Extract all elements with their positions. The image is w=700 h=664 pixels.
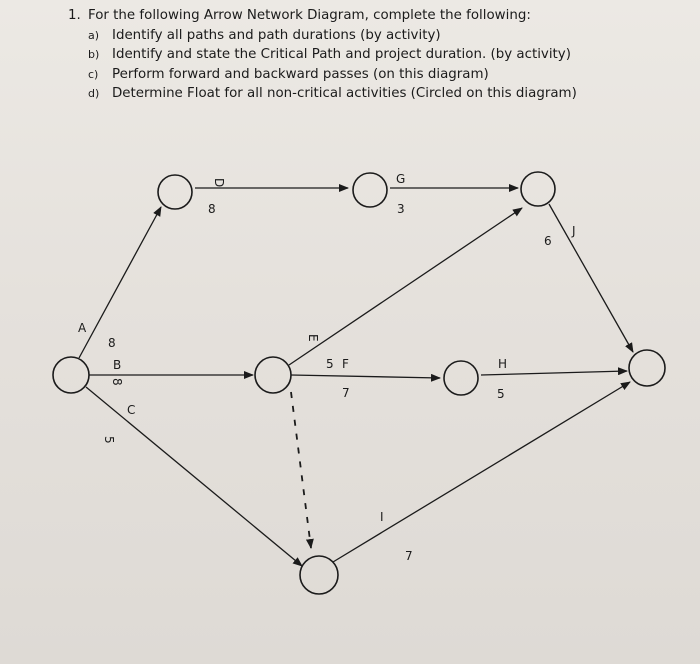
activity-j-label: J: [572, 224, 576, 238]
item-text: Perform forward and backward passes (on this diagram): [112, 66, 489, 82]
activity-i-duration: 7: [405, 549, 413, 563]
node-1: [53, 357, 89, 393]
activity-i-arrow: [333, 382, 630, 562]
activity-a-duration: 8: [108, 336, 116, 350]
item-text: Identify all paths and path durations (by activity): [112, 27, 441, 43]
node-6: [444, 361, 478, 395]
item-letter: d): [88, 87, 100, 100]
node-5: [255, 357, 291, 393]
activity-e-duration: 5: [326, 357, 334, 371]
activity-a-label: A: [78, 321, 87, 335]
activity-c-label: C: [127, 403, 136, 417]
activity-e-label: E: [306, 334, 320, 342]
question-number: 1.: [68, 8, 81, 23]
node-4: [521, 172, 555, 206]
item-text: Identify and state the Critical Path and project duration. (by activity): [112, 47, 571, 62]
activity-i-label: I: [380, 510, 384, 524]
item-letter: c): [88, 67, 99, 81]
activity-g-label: G: [396, 172, 406, 186]
activity-d-duration: 8: [208, 202, 216, 216]
activity-h-arrow: [481, 371, 627, 375]
activity-h-duration: 5: [497, 387, 505, 401]
question-title-text: For the following Arrow Network Diagram, complete the following:: [88, 8, 531, 23]
activity-d-label: D: [212, 178, 226, 188]
activity-f-duration: 7: [342, 386, 350, 400]
activity-c-arrow: [86, 387, 302, 566]
node-8: [300, 556, 338, 594]
node-3: [353, 173, 387, 207]
activity-j-duration: 6: [544, 234, 552, 248]
activity-f-label: F: [342, 357, 349, 371]
node-7: [629, 350, 665, 386]
activity-b-duration: 8: [110, 378, 124, 386]
item-letter: a): [88, 28, 100, 42]
activity-f-arrow: [291, 375, 440, 378]
item-letter: b): [88, 48, 100, 61]
activity-j-arrow: [549, 204, 633, 352]
activity-b-label: B: [113, 358, 122, 372]
activity-e-arrow: [289, 208, 522, 365]
activity-h-label: H: [498, 357, 508, 371]
activity-g-duration: 3: [397, 202, 405, 216]
dummy-dashed-arrow: [291, 392, 311, 548]
activity-c-duration: 5: [102, 436, 116, 444]
item-text: Determine Float for all non-critical activities (Circled on this diagram): [112, 86, 577, 101]
node-2: [158, 175, 192, 209]
activity-a-arrow: [79, 207, 161, 358]
